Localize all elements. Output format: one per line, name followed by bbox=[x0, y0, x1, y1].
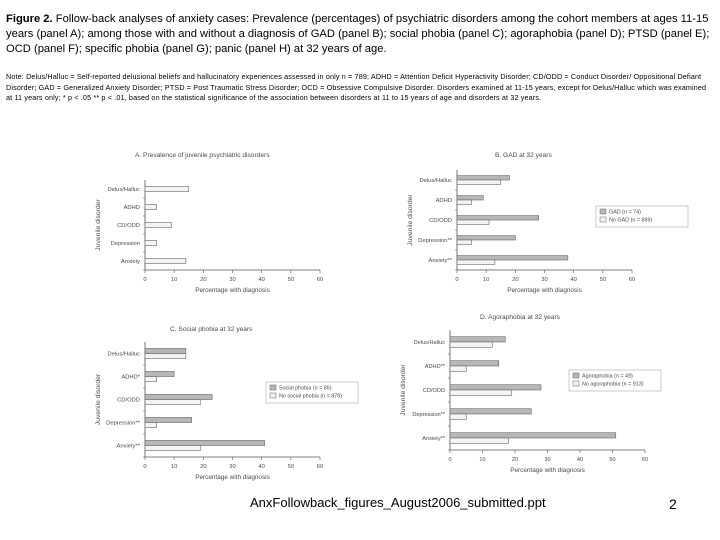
panel-d-legend-swatch bbox=[573, 381, 579, 386]
panel-c-bar-noncase bbox=[145, 400, 200, 405]
panel-c-x-tick-label: 20 bbox=[200, 464, 207, 470]
panel-a-x-tick-label: 20 bbox=[200, 277, 207, 283]
figure-caption-text: Follow-back analyses of anxiety cases: Prevalence (percentages) of psychiatric disorders among the cohort members at ages 11-15 years (panel A); among those with and without a diagnosis of GAD (panel B); social phobia (panel C); agoraphobia (panel D); PTSD (panel E); OCD (panel F); specific phobia (panel G); panic (panel H) at 32 years of age. bbox=[6, 13, 710, 55]
panel-d-legend-label: Agoraphobia (n = 49) bbox=[582, 373, 633, 380]
panel-a-chart bbox=[80, 145, 330, 305]
panel-a-bar-case bbox=[145, 222, 171, 227]
panel-c-title: C. Social phobia at 32 years bbox=[170, 326, 253, 333]
panel-d-bar-noncase bbox=[450, 414, 466, 419]
panel-c-legend-label: No social phobia (n = 878) bbox=[279, 393, 343, 400]
panel-b-x-tick-label: 10 bbox=[482, 277, 490, 283]
panel-c-legend-swatch bbox=[270, 393, 276, 398]
panel-b-legend-label: GAD (n = 74) bbox=[609, 209, 641, 216]
panel-c-bar-noncase bbox=[145, 423, 157, 428]
panel-d-x-tick-label: 0 bbox=[448, 457, 452, 463]
panel-c-bar-case bbox=[145, 417, 192, 422]
panel-a-category-label: Delus/Halluc bbox=[107, 187, 140, 193]
panel-b-chart bbox=[395, 145, 695, 305]
panel-d-bar-noncase bbox=[450, 438, 509, 443]
figure-label: Figure 2. bbox=[6, 13, 53, 25]
panel-d-x-tick-label: 60 bbox=[641, 457, 649, 463]
panel-d-bar-case bbox=[450, 433, 616, 438]
panel-a-bar-case bbox=[145, 258, 186, 263]
panel-b-category-label: ADHD bbox=[435, 198, 452, 204]
panel-b-bar-case bbox=[457, 196, 483, 200]
panel-d-bar-noncase bbox=[450, 390, 512, 395]
panel-a-title: A. Prevalence of juvenile psychiatric disorders bbox=[135, 152, 270, 159]
panel-c-x-tick-label: 30 bbox=[229, 464, 236, 470]
panel-d-bar-case bbox=[450, 337, 505, 342]
panel-c-x-tick-label: 10 bbox=[170, 464, 178, 470]
panel-b-title: B. GAD at 32 years bbox=[495, 152, 552, 159]
panel-c-category-label: ADHD* bbox=[121, 374, 140, 381]
panel-c-bar-case bbox=[145, 394, 212, 399]
panel-b-legend-swatch bbox=[600, 217, 606, 222]
panel-c-legend-label: Social phobia (n = 85) bbox=[279, 385, 332, 392]
panel-d-legend-label: No agoraphobia (n = 913) bbox=[582, 381, 644, 388]
panel-d-bar-noncase bbox=[450, 342, 492, 347]
panel-d-bar-case bbox=[450, 385, 541, 390]
panel-c-category-label: Anxiety** bbox=[116, 443, 140, 450]
page-number: 2 bbox=[669, 496, 677, 512]
panel-d-legend-swatch bbox=[573, 373, 579, 378]
panel-d-category-label: Anxiety** bbox=[422, 436, 445, 442]
panel-a-x-tick-label: 30 bbox=[229, 277, 236, 283]
abbreviation-note: Note: Delus/Halluc = Self-reported delusional beliefs and hallucinatory experiences assessed in only n = 789; ADHD = Attention Deficit Hyperactivity Disorder; CD/ODD = Conduct Disorder/ Oppositional Defiant Disorder; GAD = Generalized Anxiety Disorder; PTSD = Post Traumatic Stress Disorder; OCD = Obsessive Compulsive Disorder. Disorders examined at 11-15 years, except for Delus/Halluc which was examined at 11 years only; * p < .05 ** p < .01, based on the statistical significance of the association between disorders at 11 to 15 years of age and disorders at 32 years. bbox=[6, 72, 707, 103]
panel-c-bar-case bbox=[145, 440, 265, 445]
panel-b-bar-noncase bbox=[457, 200, 472, 204]
panel-c-category-label: Depression** bbox=[106, 420, 140, 427]
panel-b-bar-noncase bbox=[457, 220, 489, 224]
panel-a-bar-case bbox=[145, 186, 189, 191]
panel-a-y-axis-label: Juvenile disorder bbox=[95, 199, 102, 251]
panel-b-bar-case bbox=[457, 216, 539, 220]
panel-d-bar-case bbox=[450, 409, 531, 414]
panel-d-category-label: ADHD** bbox=[424, 364, 445, 370]
panel-a-bar-case bbox=[145, 240, 157, 245]
panel-a-x-tick-label: 50 bbox=[287, 277, 295, 283]
panel-c-x-tick-label: 40 bbox=[258, 464, 265, 470]
panel-b-x-axis-label: Percentage with diagnosis bbox=[507, 287, 582, 294]
panel-d-x-tick-label: 20 bbox=[511, 457, 519, 463]
panel-c-x-tick-label: 0 bbox=[143, 464, 147, 470]
panel-c-x-tick-label: 50 bbox=[287, 464, 295, 470]
panel-c-y-axis-label: Juvenile disorder bbox=[95, 373, 102, 426]
panel-a-bar-case bbox=[145, 204, 157, 209]
panel-b-bar-noncase bbox=[457, 260, 495, 264]
panel-a-category-label: ADHD bbox=[123, 205, 140, 211]
panel-c-chart bbox=[80, 320, 380, 495]
panel-d-category-label: Depression** bbox=[412, 412, 445, 418]
panel-d-category-label: Delus/Halluc bbox=[413, 340, 445, 346]
panel-c-x-tick-label: 60 bbox=[316, 464, 324, 470]
panel-a-category-label: Depression bbox=[110, 241, 140, 247]
panel-b-x-tick-label: 0 bbox=[455, 277, 459, 283]
panel-b-x-tick-label: 20 bbox=[512, 277, 519, 283]
panel-a-x-tick-label: 40 bbox=[258, 277, 265, 283]
panel-c-category-label: Delus/Halluc bbox=[107, 351, 140, 358]
panel-d-bar-noncase bbox=[450, 366, 466, 371]
panel-b-legend-label: No GAD (n = 889) bbox=[609, 217, 653, 224]
panel-c-bar-case bbox=[145, 371, 174, 376]
panel-a-x-tick-label: 60 bbox=[316, 277, 324, 283]
panel-c-bar-noncase bbox=[145, 354, 186, 359]
panel-d-chart bbox=[360, 310, 670, 475]
panel-a-category-label: Anxiety bbox=[120, 259, 140, 265]
panel-a-x-tick-label: 10 bbox=[170, 277, 178, 283]
panel-b-category-label: CD/ODD bbox=[429, 218, 452, 224]
panel-d-x-tick-label: 50 bbox=[609, 457, 616, 463]
panel-b-x-tick-label: 60 bbox=[628, 277, 636, 283]
panel-b-category-label: Depression** bbox=[418, 238, 452, 244]
panel-c-x-axis-label: Percentage with diagnosis bbox=[195, 474, 270, 481]
panel-b-x-tick-label: 40 bbox=[570, 277, 577, 283]
panel-a-x-tick-label: 0 bbox=[143, 277, 147, 283]
panel-b-bar-noncase bbox=[457, 180, 501, 184]
panel-d-category-label: CD/ODD bbox=[422, 388, 445, 394]
panel-a-x-axis-label: Percentage with diagnosis bbox=[195, 287, 270, 294]
panel-c-bar-noncase bbox=[145, 446, 200, 451]
panel-d-bar-case bbox=[450, 361, 499, 366]
panel-b-bar-case bbox=[457, 176, 510, 180]
panel-b-y-axis-label: Juvenile disorder bbox=[407, 194, 414, 246]
footer-filename: AnxFollowback_figures_August2006_submitted.ppt bbox=[250, 495, 546, 510]
panel-d-x-axis-label: Percentage with diagnosis bbox=[510, 467, 585, 474]
panel-d-x-tick-label: 10 bbox=[479, 457, 486, 463]
panel-c-legend-swatch bbox=[270, 385, 276, 390]
panel-b-x-tick-label: 50 bbox=[599, 277, 607, 283]
panel-c-category-label: CD/ODD bbox=[117, 397, 140, 404]
panel-b-category-label: Anxiety** bbox=[428, 258, 452, 264]
panel-d-x-tick-label: 30 bbox=[544, 457, 551, 463]
panel-b-bar-case bbox=[457, 236, 515, 240]
panel-b-category-label: Delus/Halluc bbox=[419, 178, 452, 184]
panel-a-category-label: CD/ODD bbox=[117, 223, 140, 229]
panel-c-bar-noncase bbox=[145, 377, 157, 382]
panel-b-legend-swatch bbox=[600, 209, 606, 214]
panel-b-bar-noncase bbox=[457, 240, 472, 244]
panel-c-bar-case bbox=[145, 348, 186, 353]
panel-b-bar-case bbox=[457, 256, 568, 260]
panel-d-title: D. Agoraphobia at 32 years bbox=[480, 314, 560, 321]
panel-b-x-tick-label: 30 bbox=[541, 277, 548, 283]
panel-d-y-axis-label: Juvenile disorder bbox=[400, 364, 407, 416]
panel-d-x-tick-label: 40 bbox=[576, 457, 584, 463]
figure-caption bbox=[6, 12, 712, 57]
